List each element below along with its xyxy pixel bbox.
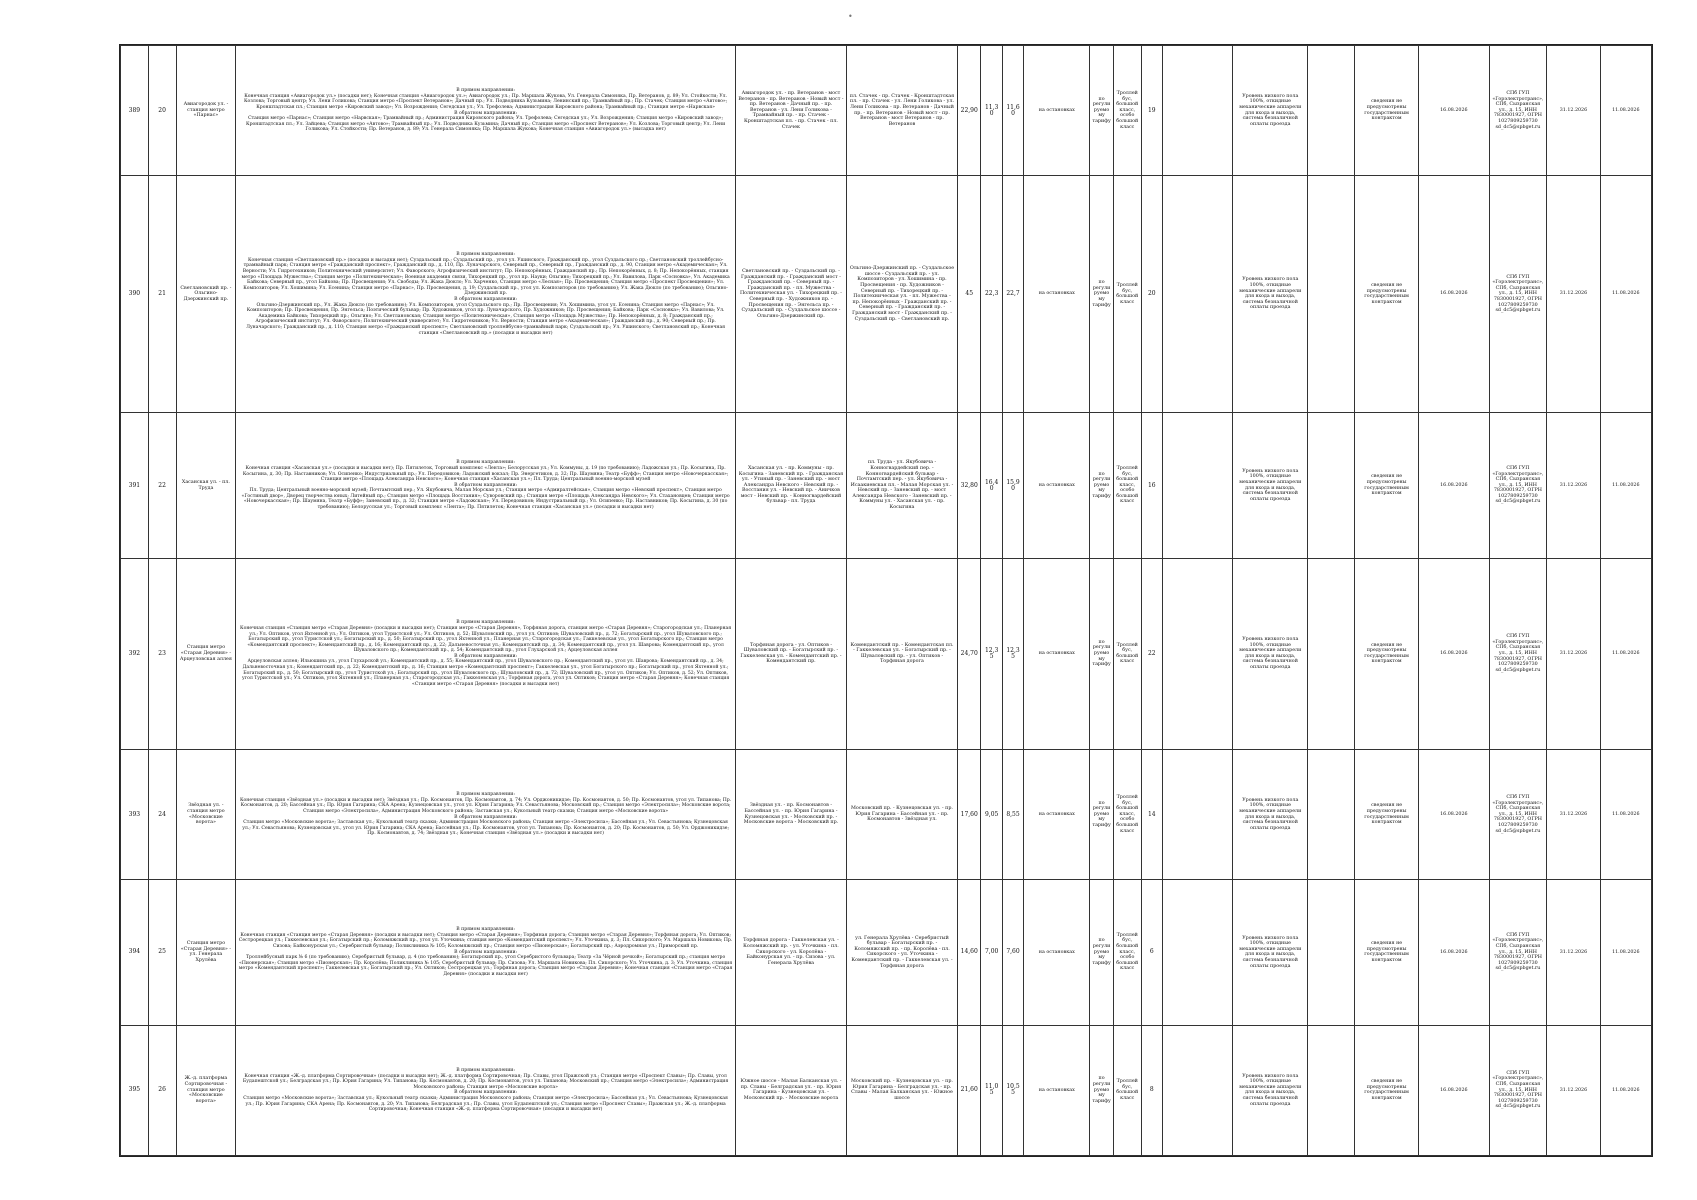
end-date: 31.12.2026 — [1547, 46, 1600, 176]
backward-stops: Станция метро «Московские ворота»; Заставская ул.; Кукольный театр сказки; Администрация Московского района; Станция метро «Электросила»; Бассейная ул.; Ул. Севастьянова; Кузнецовская ул.; Пр. Юрия Гагарина; СКА Арена; Пр. Космонавтов, д. 20; Ул. Типанова; Белградская ул.; Пр. Славы, угол Будапештской ул.; Станция метро «Проспект Славы»; Пражская ул.; Ж.-д. платформа Сортировочная; Конечная станция «Ж.-д. платформа Сортировочная» (посадки и высадки нет) — [243, 1095, 728, 1113]
route-registry-sheet — [119, 44, 1653, 1157]
backward-stops: Арцеуловская аллея; Ильюшина ул., угол Глухарской ул.; Комендантский пр., д. 55; Комендантский пр., угол Шуваловского пр.; Комендантский пр., угол ул. Шаврова; Комендантский пр., д. 34; Дальневосточная ул.; Комендантский пр., д. 22; Комендантский пр., д. 16; Станция метро «Комендантский проспект»; Гаккелевская ул., угол Богатырского пр.; Богатырский пр., угол Яхтенной ул.; Богатырский пр., д. 50; Богатырский пр., угол Туристской ул.; Богатырский пр., угол Шуваловского пр.; Шуваловский пр., д. 72; Шуваловский пр., угол ул. Оптиков; Ул. Оптиков, д. 52; Ул. Оптиков, угол Туристской ул.; Ул. Оптиков, угол Яхтенной ул.; Планерная ул.; Старогородская ул.; Гаккелевская ул.; Торфяная дорога, угол ул. Оптиков; Станция метро «Старая Деревня»; Конечная станция «Станция метро «Старая Деревня» (посадки и высадки нет) — [241, 659, 730, 687]
route-length-backward: 7,60 — [1002, 880, 1023, 1025]
streets-forward: Торфяная дорога - Гаккелевская ул. - Коломяжский пр. - ул. Уточкина - пл. Сикорского - ул. Королёва - Байконурская ул. - пр. Сизова - ул. Генерала Хрулёва — [735, 880, 846, 1025]
route-number: 22 — [148, 413, 176, 558]
route-length-total: 32,80 — [958, 413, 981, 558]
backward-header: В обратном направлении: — [454, 297, 518, 303]
max-vehicle-count: 16 — [1141, 413, 1162, 558]
stop-order: на остановках — [1024, 413, 1090, 558]
route-name: Ж.-д. платформа Сортировочная - станция метро «Московские ворота» — [176, 1025, 236, 1155]
forward-header: В прямом направлении: — [456, 927, 515, 933]
forward-header: В прямом направлении: — [456, 792, 515, 798]
registry-number: 389 — [121, 46, 149, 176]
carrier-info: СПб ГУП «Горэлектротранс», СПб, Сызранская ул., д. 15, ИНН 7830001927, ОГРН 1027809259730 sd_dc5@spbget.ru — [1489, 176, 1547, 413]
backward-stops: Троллейбусный парк № 6 (по требованию); Серебристый бульвар, д. 4 (по требованию); Богатырский пр., угол Серебристого бульвара; Театр «За Чёрной речкой»; Богатырский пр.; станция метро «Пионерская»; Станция метро «Пионерская»; Пр. Королёва; Поликлиника № 105; Серебристый бульвар; Пр. Сизова; Ул. Маршала Новикова; Пл. Сикорского; Ул. Уточкина, д. 3; Ул. Уточкина, станция метро «Комендантский проспект»; Гаккелевская ул.; Богатырский пр.; Ул. Оптиков; Сестрорецкая ул.; Торфяная дорога; Станция метро «Старая Деревня»; Конечная станция «Станция метро «Старая Деревня» (посадки и высадки нет) — [238, 955, 733, 978]
start-date: 16.08.2026 — [1419, 750, 1489, 880]
route-length-forward: 11,30 — [981, 46, 1002, 176]
route-length-total: 14,60 — [958, 880, 981, 1025]
route-length-backward: 11,60 — [1002, 46, 1023, 176]
vehicle-class: Троллейбус, большой класс, особо большой класс — [1113, 880, 1141, 1025]
contract-info: сведения не предусмотрены государственным контрактом — [1355, 558, 1419, 749]
route-number: 20 — [148, 46, 176, 176]
forward-stops: Конечная станция «Станция метро «Старая Деревня» (посадки и высадки нет); Станция метро «Старая Деревня»; Торфяная дорога; Станция метро «Старая Деревня»; Торфяная дорога; Ул. Оптиков; Сестрорецкая ул.; Гаккелевская ул.; Богатырский пр.; Коломяжский пр., угол ул. Уточкина; станция метро «Комендантский проспект»; Ул. Уточкина, д. 3; Пл. Сикорского; Ул. Маршала Новикова; Пр. Сизова; Байконурская ул.; Серебристый бульвар; Поликлиника № 105; Коломяжский пр.; Станция метро «Пионерская»; Богатырский пр.; Аэродромная ул.; Приморский пр. — [238, 932, 733, 950]
vehicle-characteristics: Уровень низкого пола 100%, откидные механические аппарели для входа и выхода, система безналичной оплаты проезда — [1233, 1025, 1308, 1155]
forward-header: В прямом направлении: — [456, 460, 515, 466]
end-date: 31.12.2026 — [1547, 880, 1600, 1025]
fare-type: по регулируемому тарифу — [1090, 750, 1113, 880]
contract-info: сведения не предусмотрены государственным контрактом — [1355, 1025, 1419, 1155]
streets-backward: пл. Труда - ул. Якубовича - Конногвардейский пер. - Конногвардейский бульвар - Почтамтский пер. - ул. Якубовича - Исаакиевская пл. - Малая Морская ул. - Невский пр. - Заневский пр. - мост Александра Невского - Заневский пр. - Коммуны ул. - Хасанская ул. - пр. Косыгина — [846, 413, 957, 558]
table-row — [121, 558, 1652, 749]
stop-order: на остановках — [1024, 1025, 1090, 1155]
max-vehicle-count: 6 — [1141, 880, 1162, 1025]
stops-list — [236, 1025, 736, 1155]
contract-info: сведения не предусмотрены государственным контрактом — [1355, 46, 1419, 176]
route-length-total: 21,60 — [958, 1025, 981, 1155]
forward-stops: Конечная станция «Хасанская ул.» (посадки и высадки нет); Пр. Пятилеток, Торговый комплекс «Лента»; Белорусская ул.; Ул. Коммуны, д. 19 (по требованию); Ладожская ул.; Пр. Косыгина, Пр. Косыгина, д. 30; Пр. Наставников; Ул. Осипенко; Индустриальный пр.; Ул. Передовиков; Ладожский вокзал; Пр. Энергетиков, д. 32; Пр. Шаумяна; Театр «Буфф»; Станция метро «Новочеркасская»; Станция метро «Площадь Александра Невского»; Конечная станция «Хасанская ул.»; Пл. Труда; Центральный военно-морской музей — [242, 465, 729, 483]
forward-header: В прямом направлении: — [456, 1067, 515, 1073]
stops-list — [236, 880, 736, 1025]
contract-info: сведения не предусмотрены государственным контрактом — [1355, 750, 1419, 880]
route-name: Станция метро «Старая Деревня» - Арцеуловская аллея — [176, 558, 236, 749]
streets-backward: пл. Стачек - пр. Стачек - Кронштадтская пл. - пр. Стачек - ул. Лени Голикова - ул. Лени Голикова - пр. Ветеранов - Дачный пр. - пр. Ветеранов - Новый мост - пр. Ветеранов - мост Ветеранов - пр. Ветеранов — [846, 46, 957, 176]
fare-type: по регулируемому тарифу — [1090, 176, 1113, 413]
registry-number: 393 — [121, 750, 149, 880]
route-length-forward: 9,05 — [981, 750, 1002, 880]
stop-order: на остановках — [1024, 46, 1090, 176]
streets-forward: Светлановский пр. - Суздальский пр. - Гражданский пр. - Гражданский мост - Гражданский пр. - Северный пр. - Гражданский пр. - пл. Мужества - Политехническая ул. - Тихорецкий пр. - Северный пр. - Художников пр. - Просвещения пр. - Энгельса пр. - Суздальский пр. - Суздальское шоссе - Ольгино-Дзержинский пр. — [735, 176, 846, 413]
fare-type: по регулируемому тарифу — [1090, 413, 1113, 558]
table-row — [121, 750, 1652, 880]
stop-order: на остановках — [1024, 750, 1090, 880]
end-date-secondary: 11.08.2026 — [1600, 413, 1651, 558]
stop-order: на остановках — [1024, 880, 1090, 1025]
stops-list — [236, 176, 736, 413]
empty-cell — [1162, 750, 1232, 880]
vehicle-characteristics: Уровень низкого пола 100%, откидные механические аппарели для входа и выхода, система безналичной оплаты проезда — [1233, 880, 1308, 1025]
max-vehicle-count: 14 — [1141, 750, 1162, 880]
end-date-secondary: 11.08.2026 — [1600, 750, 1651, 880]
forward-header: В прямом направлении: — [456, 88, 515, 94]
table-row — [121, 46, 1652, 176]
route-length-backward: 15,90 — [1002, 413, 1023, 558]
backward-header: В обратном направлении: — [454, 653, 518, 659]
route-number: 24 — [148, 750, 176, 880]
vehicle-class: Троллейбус, большой класс, особо большой класс — [1113, 46, 1141, 176]
route-name: Звёздная ул. - станция метро «Московские ворота» — [176, 750, 236, 880]
forward-stops: Конечная станция «Авиагородок ул.» (посадки нет); Конечная станция «Авиагородок ул.»; Авиагородок ул.; Пр. Маршала Жукова, Ул. Генерала Симоняка, Пр. Ветеранов, д. 89; Ул. Стойкости; Ул. Козлова; Торговый центр; Ул. Лени Голикова; Станция метро «Проспект Ветеранов»; Дачный пр.; Ул. Подводника Кузьмина; Ленинский пр.; Трамвайный пр.; Пр. Стачек; Станция метро «Автово»; Кронштадтская пл.; Станция метро «Кировский завод»; Ул. Возрождения; Сегедская ул.; Ул. Трефолева; Администрация Кировского района; Трамвайный пр.; Станция метро «Нарвская» — [244, 93, 728, 111]
forward-stops: Конечная станция «Светлановский пр.» (посадки и высадки нет); Суздальский пр.; Суздальский пр., угол ул. Ушинского, Гражданский пр., угол Суздальского пр.; Светлановский троллейбусно-трамвайный парк; Станция метро «Гражданский проспект», Гражданский пр., д. 110, Пр. Луначарского, Северный пр., Северный пр., Гражданский пр., д. 90, Станция метро «Академическая»; Ул. Верности; Ул. Гидротехников; Политехнический университет; Ул. Фаворского; Агрофизический институт; Пр. Непокорённых, Гражданский пр.; Пр. Непокорённых, д. 8; Пр. Непокорённых, станция метро «Площадь Мужества»; Станция метро «Политехническая»; Военная академия связи, Тихорецкий пр., угол пр. Науки; Ольгино; Тихорецкий пр.; Ул. Вавилова, Парк «Сосновка», Ул. Академика Байкова; Северный пр., угол Байкова; Пр. Просвещения; Ул. Свободы; Ул. Жака Дюкло; Ул. Харченко, Станция метро «Лесная»; Пр. Просвещения; Станция метро «Проспект Просвещения»; Ул. Композиторов; Ул. Хошимина; Ул. Есенина; Станция метро «Парнас», Пр. Просвещения, д. 19; Суздальский пр., угол ул. Композиторов (по требованию); Ул. Жака Дюкло (по требованию); Ольгино-Дзержинский пр. — [241, 257, 730, 297]
route-registry-table — [120, 45, 1652, 1156]
route-number: 23 — [148, 558, 176, 749]
empty-cell — [1308, 413, 1355, 558]
backward-header: В обратном направлении: — [454, 482, 518, 488]
carrier-info: СПб ГУП «Горэлектротранс», СПб, Сызранская ул., д. 15, ИНН 7830001927, ОГРН 1027809259730 sd_dc5@spbget.ru — [1489, 1025, 1547, 1155]
route-length-total: 24,70 — [958, 558, 981, 749]
forward-stops: Конечная станция «Станция метро «Старая Деревня» (посадки и высадки нет); Станция метро «Старая Деревня», Торфяная дорога, станция метро «Старая Деревня»; Старогородская ул.; Планерная ул.; Ул. Оптиков, угол Яхтенной ул.; Ул. Оптиков, угол Туристской ул.; Ул. Оптиков, д. 52; Шуваловский пр., угол ул. Оптиков; Шуваловский пр., д. 72; Богатырский пр., угол Шуваловского пр.; Богатырский пр., угол Туристской ул.; Богатырский пр., д. 50; Богатырский пр., угол Яхтенной ул.; Планерная ул.; Старогородская ул.; Гаккелевская ул., угол Богатырского пр.; Станция метро «Комендантский проспект»; Комендантский пр., д. 16; Комендантский пр., д. 22; Дальневосточная ул.; Комендантский пр., д. 34; Комендантский пр., угол ул. Шаврова; Комендантский пр., угол Шуваловского пр.; Комендантский пр., д. 54; Комендантский пр., угол Глухарской ул.; Арцеуловская аллея — [240, 625, 732, 654]
route-name: Станция метро «Старая Деревня» - ул. Генерала Хрулёва — [176, 880, 236, 1025]
stops-list — [236, 46, 736, 176]
route-length-backward: 8,55 — [1002, 750, 1023, 880]
route-length-total: 17,60 — [958, 750, 981, 880]
fare-type: по регулируемому тарифу — [1090, 1025, 1113, 1155]
empty-cell — [1308, 558, 1355, 749]
max-vehicle-count: 22 — [1141, 558, 1162, 749]
forward-stops: Конечная станция «Звёздная ул.» (посадки и высадки нет); Звёздная ул.; Пр. Космонавтов, Пр. Космонавтов, д. 74; Ул. Орджоникидзе; Пр. Космонавтов, д. 50; Пр. Космонавтов, угол ул. Типанова; Пр. Космонавтов, д. 20; Бассейная ул.; Пр. Юрия Гагарина; СКА Арена; Кузнецовская ул., угол ул. Юрия Гагарина; Ул. Севастьянова; Московский пр.; Станция метро «Электросила»; Московские ворота; Станция метро «Электросила», Администрация Московского района; Заставская ул.; Кукольный театр сказки; Станция метро «Московские ворота» — [239, 797, 732, 815]
vehicle-class: Троллейбус, большой класс — [1113, 1025, 1141, 1155]
stops-list — [236, 413, 736, 558]
backward-header: В обратном направлении: — [454, 814, 518, 820]
start-date: 16.08.2026 — [1419, 558, 1489, 749]
route-name: Светлановский пр. - Ольгино-Дзержинский пр. — [176, 176, 236, 413]
empty-cell — [1162, 413, 1232, 558]
route-length-forward: 12,35 — [981, 558, 1002, 749]
backward-stops: Ольгино-Дзержинский пр., Ул. Жака Дюкло (по требованию); Ул. Композиторов, угол Суздальского пр.; Пр. Просвещения; Ул. Хошимина, угол ул. Есенина; Станция метро «Парнас»; Ул. Композиторов; Пр. Просвещения, Пр. Энгельса; Поэтический бульвар; Пр. Художников, угол пр. Луначарского, Пр. Художников; Пр. Просвещения; Байкова; Парк «Сосновка»; Ул. Вавилова; Ул. Академика Байкова; Тихорецкий пр.; Ольгино; Ул. Светлановская; Станция метро «Политехническая», Станция метро «Площадь Мужества»; Пр. Непокорённых, д. 8; Гражданский пр.; Агрофизический институт; Ул. Фаворского; Политехнический университет; Ул. Гидротехников; Ул. Верности; Станция метро «Академическая»; Гражданский пр., д. 90; Северный пр.; Пр. Луначарского; Гражданский пр., д. 110; Станция метро «Гражданский проспект»; Светлановский троллейбусно-трамвайный парк; Суздальский пр.; Ул. Ушинского; Светлановский пр.; Конечная станция «Светлановский пр.» (посадки и высадки нет) — [246, 302, 726, 336]
streets-backward: Комендантский пр. - Комендантская пл. - Гаккелевская ул. - Богатырский пр. - Шуваловский пр. - ул. Оптиков - Торфяная дорога — [846, 558, 957, 749]
max-vehicle-count: 8 — [1141, 1025, 1162, 1155]
end-date: 31.12.2026 — [1547, 176, 1600, 413]
end-date-secondary: 11.08.2026 — [1600, 558, 1651, 749]
route-length-forward: 16,40 — [981, 413, 1002, 558]
empty-cell — [1162, 176, 1232, 413]
contract-info: сведения не предусмотрены государственным контрактом — [1355, 176, 1419, 413]
empty-cell — [1162, 880, 1232, 1025]
table-row — [121, 413, 1652, 558]
vehicle-characteristics: Уровень низкого пола 100%, откидные механические аппарели для входа и выхода, система безналичной оплаты проезда — [1233, 46, 1308, 176]
route-number: 26 — [148, 1025, 176, 1155]
end-date-secondary: 11.08.2026 — [1600, 176, 1651, 413]
end-date-secondary: 11.08.2026 — [1600, 880, 1651, 1025]
empty-cell — [1308, 46, 1355, 176]
forward-stops: Конечная станция «Ж.-д. платформа Сортировочная» (посадки и высадки нет); Ж.-д. платформа Сортировочная; Пр. Славы, угол Пражской ул.; Станция метро «Проспект Славы»; Пр. Славы, угол Будапештской ул.; Белградская ул.; Пр. Юрия Гагарина; Ул. Типанова; Пр. Космонавтов, д. 20; Пр. Космонавтов, угол ул. Типанова; Московский пр.; Станция метро «Электросила»; Администрация Московского района; Станция метро «Московские ворота» — [242, 1073, 729, 1090]
vehicle-class: Троллейбус, большой класс, особо большой класс — [1113, 413, 1141, 558]
end-date-secondary: 11.08.2026 — [1600, 46, 1651, 176]
vehicle-characteristics: Уровень низкого пола 100%, откидные механические аппарели для входа и выхода, система безналичной оплаты проезда — [1233, 176, 1308, 413]
route-length-backward: 10,55 — [1002, 1025, 1023, 1155]
end-date: 31.12.2026 — [1547, 558, 1600, 749]
stops-list — [236, 750, 736, 880]
streets-forward: Торфяная дорога - ул. Оптиков - Шуваловский пр. - Богатырский пр. - Гаккелевская ул. - Комендантский пр. - Комендантский пр. — [735, 558, 846, 749]
table-row — [121, 176, 1652, 413]
streets-backward: Московский пр. - Кузнецовская ул. - пр. Юрия Гагарина - Бассейная ул. - пр. Космонавтов - Звёздная ул. — [846, 750, 957, 880]
route-length-total: 22,90 — [958, 46, 981, 176]
end-date: 31.12.2026 — [1547, 413, 1600, 558]
contract-info: сведения не предусмотрены государственным контрактом — [1355, 880, 1419, 1025]
vehicle-class: Троллейбус, большой класс — [1113, 176, 1141, 413]
forward-header: В прямом направлении: — [456, 252, 515, 258]
start-date: 16.08.2026 — [1419, 880, 1489, 1025]
registry-number: 395 — [121, 1025, 149, 1155]
carrier-info: СПб ГУП «Горэлектротранс», СПб, Сызранская ул., д. 15, ИНН 7830001927, ОГРН 1027809259730 sd_dc5@spbget.ru — [1489, 880, 1547, 1025]
backward-stops: Пл. Труда; Центральный военно-морской музей; Почтамтский пер.; Ул. Якубовича, Малая Морская ул.; Станция метро «Адмиралтейская», Станция метро «Невский проспект», Станция метро «Гостиный двор», Дворец творчества юных; Литейный пр.; Станция метро «Площадь Восстания»; Суворовский пр.; Станция метро «Площадь Александра Невского»; Ул. Стахановцев; Станция метро «Новочеркасская»; Пр. Шаумяна, Театр «Буфф»; Заневский пр., д. 32; Станция метро «Ладожская»; Ул. Передовиков; Индустриальный пр.; Ул. Осипенко; Пр. Наставников; Пр. Косыгина, д. 30 (по требованию); Белорусская ул.; Торговый комплекс «Лента»; Пр. Пятилеток; Конечная станция «Хасанская ул.» (посадки и высадки нет) — [241, 488, 730, 511]
backward-header: В обратном направлении: — [454, 1090, 518, 1096]
streets-backward: ул. Генерала Хрулёва - Серебристый бульвар - Богатырский пр. - Коломяжский пр. - пр. Королёва - пл. Сикорского - ул. Уточкина - Комендантский пр. - Гаккелевская ул. - Торфяная дорога — [846, 880, 957, 1025]
streets-forward: Авиагородок ул. - пр. Ветеранов - мост Ветеранов - пр. Ветеранов - Новый мост - пр. Ветеранов - Дачный пр. - пр. Ветеранов - ул. Лени Голикова - Трамвайный пр. - пр. Стачек - Кронштадтская пл. - пр. Стачек - пл. Стачек — [735, 46, 846, 176]
route-length-forward: 7,00 — [981, 880, 1002, 1025]
route-number: 21 — [148, 176, 176, 413]
streets-backward: Московский пр. - Кузнецовская ул. - пр. Юрия Гагарина - Белградская ул. - пр. Славы - Малая Балканская ул. - Южное шоссе — [846, 1025, 957, 1155]
backward-stops: Станция метро «Парнас»; Станция метро «Нарвская»; Трамвайный пр.; Администрация Кировского района; Ул. Трефолева; Сегедская ул.; Ул. Возрождения; Станция метро «Кировский завод»; Кронштадтская пл.; Ул. Зайцева; Станция метро «Автово»; Трамвайный пр.; Ул. Подводника Кузьмина; Дачный пр.; Станция метро «Проспект Ветеранов»; Ул. Козлова; Торговый центр; Ул. Лени Голикова; Ул. Стойкости; Пр. Ветеранов, д. 89; Ул. Генерала Симоняка; Пр. Маршала Жукова; Конечная станция «Авиагородок ул.» (высадка нет) — [246, 116, 726, 133]
streets-forward: Хасанская ул. - пр. Коммуны - пр. Косыгина - Заневский пр. - Гражданская ул. - Утиный пр. - Заневский пр. - мост Александра Невского - Невский пр. - Восстания ул. - Невский пр. - Аничков мост - Невский пр. - Конногвардейский бульвар - пл. Труда — [735, 413, 846, 558]
carrier-info: СПб ГУП «Горэлектротранс», СПб, Сызранская ул., д. 15, ИНН 7830001927, ОГРН 1027809259730 sd_dc5@spbget.ru — [1489, 558, 1547, 749]
carrier-info: СПб ГУП «Горэлектротранс», СПб, Сызранская ул., д. 15, ИНН 7830001927, ОГРН 1027809259730 sd_dc5@spbget.ru — [1489, 750, 1547, 880]
max-vehicle-count: 20 — [1141, 176, 1162, 413]
stops-list — [236, 558, 736, 749]
end-date-secondary: 11.08.2026 — [1600, 1025, 1651, 1155]
route-name: Хасанская ул. - пл. Труда — [176, 413, 236, 558]
start-date: 16.08.2026 — [1419, 176, 1489, 413]
backward-header: В обратном направлении: — [454, 949, 518, 955]
empty-cell — [1308, 750, 1355, 880]
page-mark: • — [848, 12, 853, 21]
carrier-info: СПб ГУП «Горэлектротранс», СПб, Сызранская ул., д. 15, ИНН 7830001927, ОГРН 1027809259730 sd_dc5@spbget.ru — [1489, 46, 1547, 176]
vehicle-characteristics: Уровень низкого пола 100%, откидные механические аппарели для входа и выхода, система безналичной оплаты проезда — [1233, 413, 1308, 558]
max-vehicle-count: 19 — [1141, 46, 1162, 176]
end-date: 31.12.2026 — [1547, 750, 1600, 880]
empty-cell — [1308, 1025, 1355, 1155]
start-date: 16.08.2026 — [1419, 46, 1489, 176]
empty-cell — [1308, 880, 1355, 1025]
vehicle-class: Троллейбус, большой класс, особо большой класс — [1113, 750, 1141, 880]
fare-type: по регулируемому тарифу — [1090, 46, 1113, 176]
fare-type: по регулируемому тарифу — [1090, 558, 1113, 749]
streets-forward: Южное шоссе - Малая Балканская ул. - пр. Славы - Белградская ул. - пр. Юрия Гагарина - Кузнецовская ул. - Московский пр. - Московские ворота — [735, 1025, 846, 1155]
route-length-forward: 22,3 — [981, 176, 1002, 413]
empty-cell — [1162, 558, 1232, 749]
vehicle-characteristics: Уровень низкого пола 100%, откидные механические аппарели для входа и выхода, система безналичной оплаты проезда — [1233, 750, 1308, 880]
vehicle-characteristics: Уровень низкого пола 100%, откидные механические аппарели для входа и выхода, система безналичной оплаты проезда — [1233, 558, 1308, 749]
stop-order: на остановках — [1024, 558, 1090, 749]
registry-number: 392 — [121, 558, 149, 749]
forward-header: В прямом направлении: — [456, 620, 515, 626]
backward-stops: Станция метро «Московские ворота»; Заставская ул.; Кукольный театр сказки; Администрация Московского района; Станция метро «Электросила»; Бассейная ул.; Ул. Севастьянова; Кузнецовская ул.; Ул. Севастьянова; Кузнецовская ул., угол ул. Юрия Гагарина; СКА Арена; Бассейная ул.; Пр. Космонавтов, угол ул. Типанова; Пр. Космонавтов, д. 20; Пр. Космонавтов, д. 50; Ул. Орджоникидзе; Пр. Космонавтов, д. 74; Звёздная ул.; Конечная станция «Звёздная ул.» (посадки и высадки нет) — [242, 820, 730, 837]
contract-info: сведения не предусмотрены государственным контрактом — [1355, 413, 1419, 558]
end-date: 31.12.2026 — [1547, 1025, 1600, 1155]
route-length-backward: 12,35 — [1002, 558, 1023, 749]
streets-backward: Ольгино-Дзержинский пр. - Суздальское шоссе - Суздальский пр. - ул. Композиторов - ул. Хошимина - пр. Просвещения - пр. Художников - Северный пр. - Тихорецкий пр. - Политехническая ул. - пл. Мужества - пр. Непокорённых - Гражданский пр. - Северный пр. - Гражданский пр. - Гражданский мост - Гражданский пр. - Суздальский пр. - Светлановский пр. — [846, 176, 957, 413]
carrier-info: СПб ГУП «Горэлектротранс», СПб, Сызранская ул., д. 15, ИНН 7830001927, ОГРН 1027809259730 sd_dc5@spbget.ru — [1489, 413, 1547, 558]
vehicle-class: Троллейбус, большой класс — [1113, 558, 1141, 749]
fare-type: по регулируемому тарифу — [1090, 880, 1113, 1025]
route-name: Авиагородок ул. - станция метро «Парнас» — [176, 46, 236, 176]
registry-number: 394 — [121, 880, 149, 1025]
empty-cell — [1162, 1025, 1232, 1155]
stop-order: на остановках — [1024, 176, 1090, 413]
registry-number: 390 — [121, 176, 149, 413]
registry-number: 391 — [121, 413, 149, 558]
empty-cell — [1308, 176, 1355, 413]
route-length-backward: 22,7 — [1002, 176, 1023, 413]
route-number: 25 — [148, 880, 176, 1025]
route-length-forward: 11,05 — [981, 1025, 1002, 1155]
table-row — [121, 1025, 1652, 1155]
start-date: 16.08.2026 — [1419, 413, 1489, 558]
start-date: 16.08.2026 — [1419, 1025, 1489, 1155]
empty-cell — [1162, 46, 1232, 176]
table-row — [121, 880, 1652, 1025]
backward-header: В обратном направлении: — [454, 110, 518, 116]
route-length-total: 45 — [958, 176, 981, 413]
streets-forward: Звёздная ул. - пр. Космонавтов - Бассейная ул. - пр. Юрия Гагарина - Кузнецовская ул. - Московский пр. - Московские ворота - Московский пр. — [735, 750, 846, 880]
